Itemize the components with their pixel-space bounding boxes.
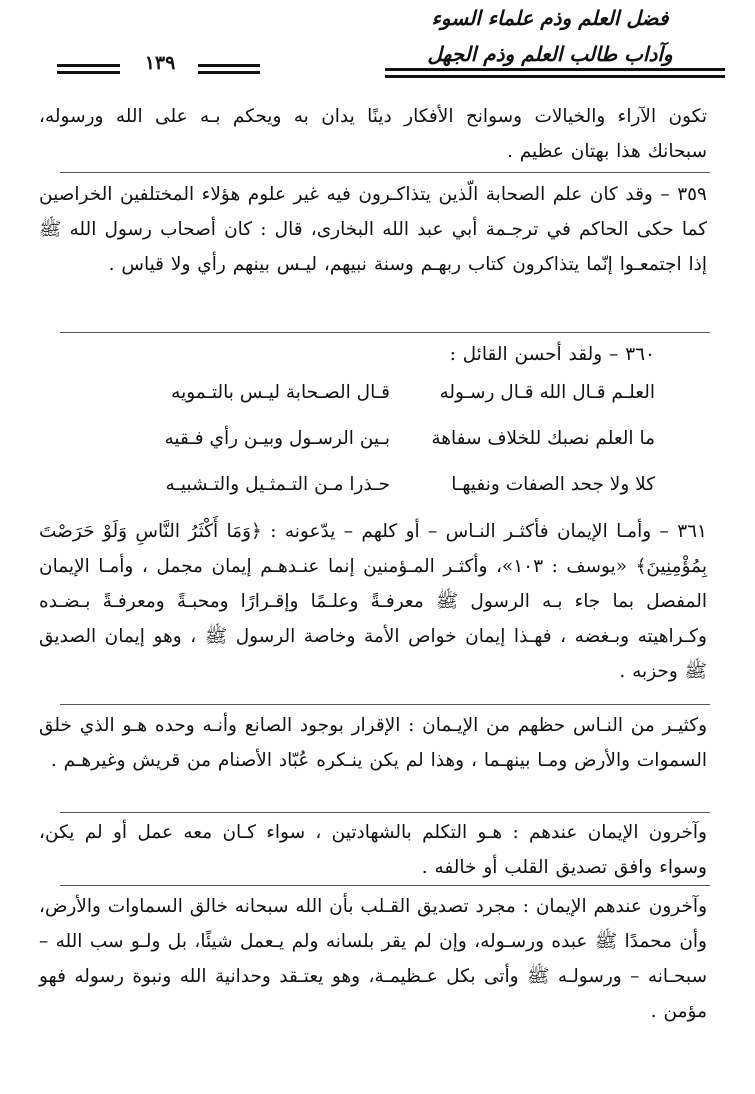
paragraph-361 bbox=[39, 514, 707, 689]
paragraph-text: ٣٦٠ – ولقد أحسن القائل : bbox=[449, 344, 655, 365]
verse-second-hemistich: قـال الصـحابة ليـس بالتـمويه bbox=[171, 382, 390, 403]
paragraph-text: وآخرون عندهم الإيمان : مجرد تصديق القـلب بأن الله سبحانه خالق السماوات والأرض، وأن محمدًا ﷺ عبده ورسـوله، وإن لم يقر بلسانه ولم يـعمل شيئًا، بل ولـو سب الله – سبحـانه – ورسولـه ﷺ وأتى بكل عـظيمـة، وهو يعتـقد وحدانية الله ونبوة رسوله فهو مؤمن . bbox=[39, 896, 707, 1022]
header-title-line2: وآداب طالب العلم وذم الجهل bbox=[427, 42, 673, 66]
paragraph-text: ٣٦١ – وأمـا الإيمان فأكثـر النـاس – أو كلهم – يدّعونه : ﴿وَمَا أَكْثَرُ النَّاسِ وَلَوْ حَرَصْتَ بِمُؤْمِنِينَ﴾ «يوسف : ١٠٣»، وأكثـر المـؤمنين إنما عنـدهـم إيمان مجمل ، وأمـا الإيمان المفصل بما جاء بـه الرسول ﷺ معرفـةً وعلـمًا وإقـرارًا ومحبـةً ومعرفـةً بـضـده وكـراهيته وبـغضه ، فهـذا إيمان خواص الأمة وخاصة الرسول ﷺ ، وهو إيمان الصديق ﷺ وحزبه . bbox=[39, 521, 707, 682]
header-title-line1: فضل العلم وذم علماء السوء bbox=[431, 6, 669, 30]
header-rule-middle bbox=[198, 64, 260, 74]
paragraph-359 bbox=[39, 177, 707, 282]
verse-second-hemistich: حـذرا مـن التـمثـيل والتـشبيـه bbox=[165, 474, 390, 495]
poem-verse bbox=[100, 382, 655, 428]
section-separator bbox=[60, 172, 710, 173]
verse-second-hemistich: بـين الرسـول وبيـن رأي فـقيه bbox=[164, 428, 390, 449]
section-separator bbox=[60, 704, 710, 705]
poem bbox=[100, 382, 655, 520]
paragraph-360 bbox=[55, 337, 655, 372]
poem-verse bbox=[100, 428, 655, 474]
header-rule-left bbox=[57, 64, 120, 74]
page-header bbox=[0, 0, 755, 96]
paragraph-text: وكثيـر من النـاس حظهم من الإيـمان : الإقرار بوجود الصانع وأنـه وحده هـو الذي خلق السموات والأرض ومـا بينهـما ، وهذا لم يكن ينـكره عُبّاد الأصنام من قريش وغيرهـم . bbox=[39, 715, 707, 771]
verse-first-hemistich: ما العلم نصبك للخلاف سفاهة bbox=[431, 428, 655, 449]
paragraph-text: وآخرون الإيمان عندهم : هـو التكلم بالشهادتين ، سواء كـان معه عمل أو لم يكن، وسواء وافق تصديق القلب أو خالفه . bbox=[39, 822, 707, 878]
paragraph-intro bbox=[39, 99, 707, 169]
verse-first-hemistich: العلـم قـال الله قـال رسـوله bbox=[439, 382, 655, 403]
section-separator bbox=[60, 885, 710, 886]
page-number: ١٣٩ bbox=[144, 52, 176, 74]
section-separator bbox=[60, 812, 710, 813]
paragraph-others-tasdiq bbox=[39, 889, 707, 1029]
paragraph-others-shahada bbox=[39, 815, 707, 885]
paragraph-many-people bbox=[39, 708, 707, 778]
header-rule-under-title bbox=[385, 68, 725, 78]
paragraph-text: تكون الآراء والخيالات وسوانح الأفكار دينًا يدان به ويحكم بـه على الله ورسوله، سبحانك هذا بهتان عظيم . bbox=[39, 106, 707, 162]
paragraph-text: ٣٥٩ – وقد كان علم الصحابة الّذين يتذاكـرون فيه غير علوم هؤلاء المختلفين الخراصين كما حكى الحاكم في ترجـمة أبي عبد الله البخارى، قال : كان أصحاب رسول الله ﷺ إذا اجتمعـوا إنّما يتذاكرون كتاب ربهـم وسنة نبيهم، ليـس بينهم رأي ولا قياس . bbox=[39, 184, 707, 275]
section-separator bbox=[60, 332, 710, 333]
verse-first-hemistich: كلا ولا جحد الصفات ونفيهـا bbox=[451, 474, 655, 495]
